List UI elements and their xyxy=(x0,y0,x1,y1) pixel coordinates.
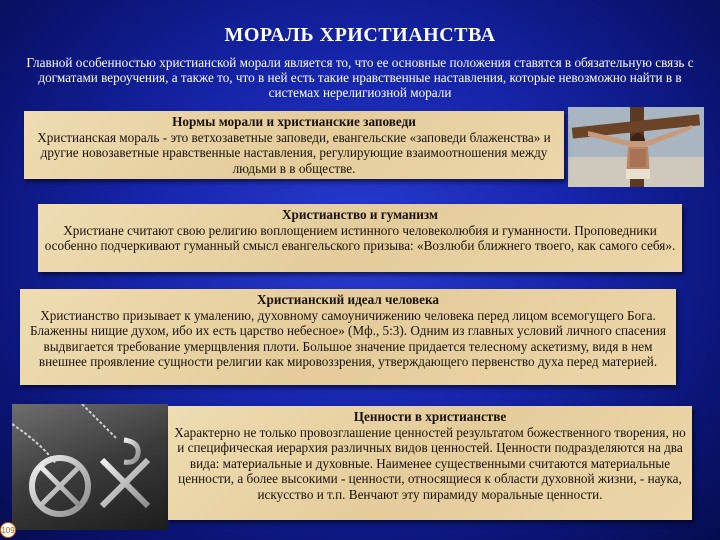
crucifixion-image xyxy=(568,107,704,187)
section-text: Христиане считают свою религию воплощением истинного человеколюбия и гуманности. Проповедники особенно подчеркивают гуманный смысл евангельского призыва: «Возлюби ближнего твоего, как самого себя». xyxy=(44,222,676,253)
section-heading: Христианский идеал человека xyxy=(257,292,439,307)
section-humanism xyxy=(38,204,682,272)
section-heading: Ценности в христианстве xyxy=(353,409,507,424)
page-number-badge: 109 xyxy=(0,522,16,538)
section-heading: Нормы морали и христианские заповеди xyxy=(172,114,416,129)
section-heading: Христианство и гуманизм xyxy=(282,207,438,222)
page-title: МОРАЛЬ ХРИСТИАНСТВА xyxy=(224,24,496,46)
pendants-icon xyxy=(12,404,168,530)
section-ideal-person xyxy=(20,289,676,385)
crucifix-icon xyxy=(568,107,704,187)
section-moral-norms xyxy=(24,111,564,179)
section-text: Характерно не только провозглашение ценностей результатом божественного творения, но и специфическая иерархия различных видов ценностей. Ценности подразделяются на два вида: материальные и духовные. Наименее существенными считаются материальные ценности, а более высокими - ценности, относящиеся к области духовной жизни, - наука, искусство и т.п. Венчают эту пирамиду моральные ценности. xyxy=(174,424,686,502)
section-values xyxy=(168,406,692,520)
section-text: Христианство призывает к умалению, духовному самоуничижению человека перед лицом всемогущего Бога. Блаженны нищие духом, ибо их есть царство небесное» (Мф., 5:3). Одним из главных условий личного спасения выдвигается требование умерщвления плоти. Большое значение придается телесному аскетизму, видя в нем внешнее проявление сущности религии как мировоззрения, утверждающего первенство духа перед материей. xyxy=(30,307,666,369)
intro-text: Главной особенностью христианской морали является то, что ее основные положения ставятся в обязательную связь с догматами вероучения, а также то, что в ней есть такие нравственные наставления, которые невозможно найти в в системах нерелигиозной морали xyxy=(26,55,694,100)
section-text: Христианская мораль - это ветхозаветные заповеди, евангельские «заповеди блаженства» и другие новозаветные нравственные наставления, регулирующие взаимоотношения между людьми в в обществе. xyxy=(37,129,551,176)
christian-pendants-image xyxy=(12,404,168,530)
